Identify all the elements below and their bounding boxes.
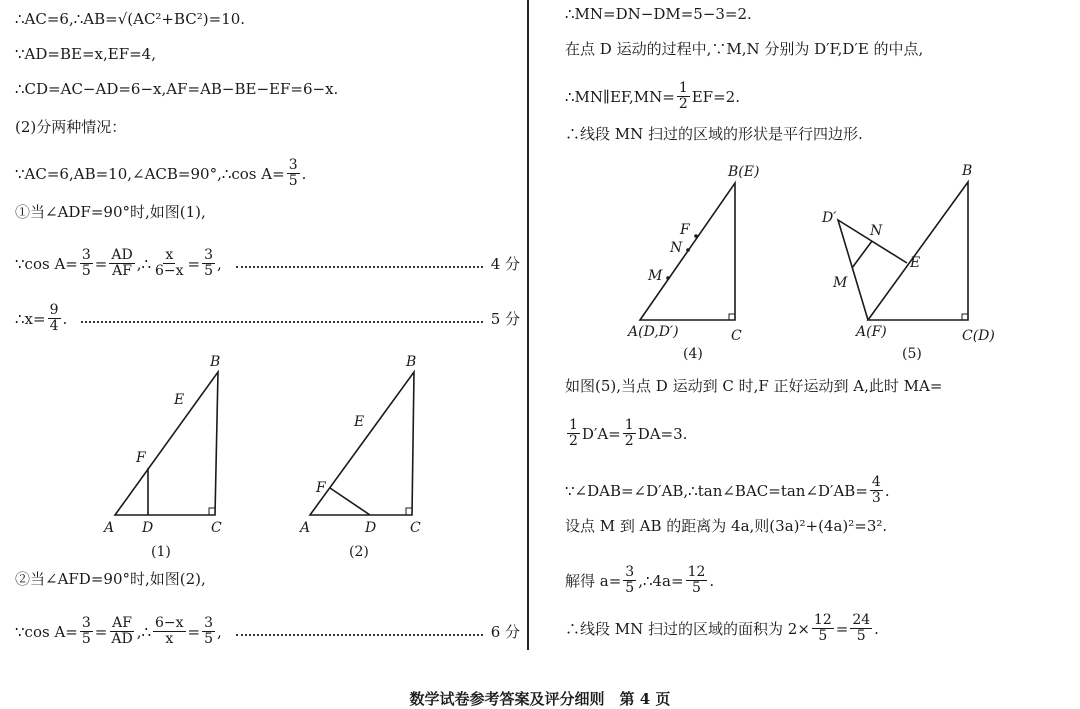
numerator: 12 (687, 564, 706, 580)
denominator: 5 (81, 631, 91, 647)
fig2-segment-df (330, 488, 370, 515)
numerator: 1 (678, 80, 688, 96)
numerator: 3 (625, 564, 635, 580)
fig4-label-b: B(E) (728, 164, 760, 180)
text-run: 在点 D 运动的过程中,∵M,N 分别为 D′F,D′E 的中点, (565, 40, 924, 58)
text-run: = (94, 622, 108, 641)
text-run: ,∴ (136, 622, 151, 641)
text-run: ∵AC=6,AB=10,∠ACB=90°,∴cos A= (15, 164, 285, 183)
numerator: 3 (204, 247, 214, 263)
text-run: ∴MN=DN−DM=5−3=2. (565, 5, 752, 23)
fig4-label-n: N (670, 240, 683, 256)
denominator: x (165, 631, 174, 647)
fig1-label-a: A (104, 520, 115, 536)
numerator: 3 (204, 615, 214, 631)
denominator: AD (111, 631, 133, 647)
text-run: ∴线段 MN 扫过的区域的形状是平行四边形. (565, 125, 863, 143)
text-run: ∴AC=6,∴AB=√(AC²+BC²)=10. (15, 10, 246, 28)
numerator: 9 (49, 302, 59, 318)
numerator: AF (112, 615, 132, 631)
numerator: x (165, 247, 174, 263)
score-mark: 6 分 (490, 623, 520, 641)
fig5-triangle (868, 182, 968, 320)
figure-1-lines (115, 372, 218, 515)
text-run: ①当∠ADF=90°时,如图(1), (15, 203, 206, 221)
numerator: 3 (81, 615, 91, 631)
fig1-label-e: E (174, 392, 185, 408)
text-run: . (884, 481, 890, 500)
text-run: = (187, 254, 201, 273)
fig2-right-angle (406, 508, 412, 515)
denominator: 2 (624, 433, 634, 449)
denominator: 5 (856, 628, 866, 644)
fig1-triangle (115, 372, 218, 515)
text-run: ,∴4a= (638, 571, 684, 590)
fig1-label-c: C (211, 520, 222, 536)
text-run: , (217, 254, 222, 273)
denominator: 6−x (155, 263, 184, 279)
fig1-label-b: B (210, 354, 221, 370)
numerator: AD (111, 247, 133, 263)
fig4-label-f: F (680, 222, 690, 238)
text-run: ∵cos A= (15, 254, 78, 273)
fig2-label-f: F (316, 480, 326, 496)
text-run: . (301, 164, 307, 183)
text-run: = (94, 254, 108, 273)
score-mark: 4 分 (490, 255, 520, 273)
denominator: 5 (692, 580, 701, 596)
text-run: ∴线段 MN 扫过的区域的面积为 2× (565, 620, 810, 638)
fig5-label-n: N (870, 223, 883, 239)
text-run: D′A= (581, 424, 621, 443)
denominator: 5 (204, 631, 214, 647)
score-mark: 5 分 (490, 310, 520, 328)
numerator: 4 (871, 474, 881, 490)
fig4-label-c: C (731, 328, 742, 344)
denominator: 2 (678, 96, 688, 112)
numerator: 3 (81, 247, 91, 263)
text-run: ,∴ (136, 254, 151, 273)
fig5-label-m: M (833, 275, 848, 291)
text-run: ∴CD=AC−AD=6−x,AF=AB−BE−EF=6−x. (15, 80, 339, 98)
fig5-segment-mn (852, 241, 872, 268)
fig5-caption: (5) (902, 346, 922, 362)
fig5-label-d-prime: D′ (822, 210, 837, 226)
text-run: 解得 a= (565, 572, 622, 590)
fig2-label-b: B (406, 354, 417, 370)
text-run: = (835, 619, 849, 638)
fig2-label-a: A (300, 520, 311, 536)
fig1-right-angle (209, 508, 215, 515)
text-run: ∴MN∥EF,MN= (565, 87, 675, 106)
text-run: = (187, 622, 201, 641)
fig2-label-e: E (354, 414, 365, 430)
denominator: 5 (625, 580, 635, 596)
fig4-label-a: A(D,D′) (628, 324, 679, 340)
fig2-label-d: D (365, 520, 377, 536)
denominator: 2 (569, 433, 578, 449)
fig5-label-c: C(D) (962, 328, 995, 344)
text-run: 设点 M 到 AB 的距离为 4a,则(3a)²+(4a)²=3². (565, 517, 888, 535)
numerator: 1 (569, 417, 578, 433)
text-run: EF=2. (691, 87, 740, 106)
fig5-right-angle (962, 314, 968, 320)
text-run: . (709, 571, 715, 590)
fig5-label-e: E (910, 255, 921, 271)
page-footer: 数学试卷参考答案及评分细则 第 4 页 (409, 690, 671, 708)
denominator: 5 (288, 173, 298, 189)
fig5-label-a: A(F) (856, 324, 887, 340)
fig4-right-angle (729, 314, 735, 320)
fig5-label-b: B (962, 163, 973, 179)
numerator: 3 (288, 157, 298, 173)
denominator: 4 (49, 318, 59, 334)
fig2-caption: (2) (349, 544, 369, 560)
fig4-caption: (4) (683, 346, 703, 362)
numerator: 6−x (155, 615, 184, 631)
figure-5-lines (838, 182, 968, 320)
text-run: . (62, 309, 68, 328)
denominator: 5 (81, 263, 91, 279)
text-run: ②当∠AFD=90°时,如图(2), (15, 570, 206, 588)
text-run: ∵∠DAB=∠D′AB,∴tan∠BAC=tan∠D′AB= (565, 481, 868, 500)
denominator: 3 (871, 490, 881, 506)
fig4-label-m: M (648, 268, 663, 284)
fig1-label-f: F (136, 450, 146, 466)
denominator: 5 (818, 628, 828, 644)
numerator: 12 (813, 612, 832, 628)
numerator: 24 (852, 612, 871, 628)
fig1-caption: (1) (151, 544, 171, 560)
denominator: 5 (204, 263, 214, 279)
text-run: . (874, 619, 879, 638)
text-run: ∵AD=BE=x,EF=4, (15, 45, 156, 63)
text-run: (2)分两种情况： (15, 118, 127, 136)
fig1-label-d: D (142, 520, 154, 536)
text-run: DA=3. (637, 424, 688, 443)
text-run: 如图(5),当点 D 运动到 C 时,F 正好运动到 A,此时 MA= (565, 377, 943, 395)
text-run: , (217, 622, 222, 641)
fig2-label-c: C (410, 520, 421, 536)
numerator: 1 (624, 417, 634, 433)
text-run: ∴x= (15, 309, 46, 328)
text-run: ∵cos A= (15, 622, 78, 641)
denominator: AF (112, 263, 132, 279)
